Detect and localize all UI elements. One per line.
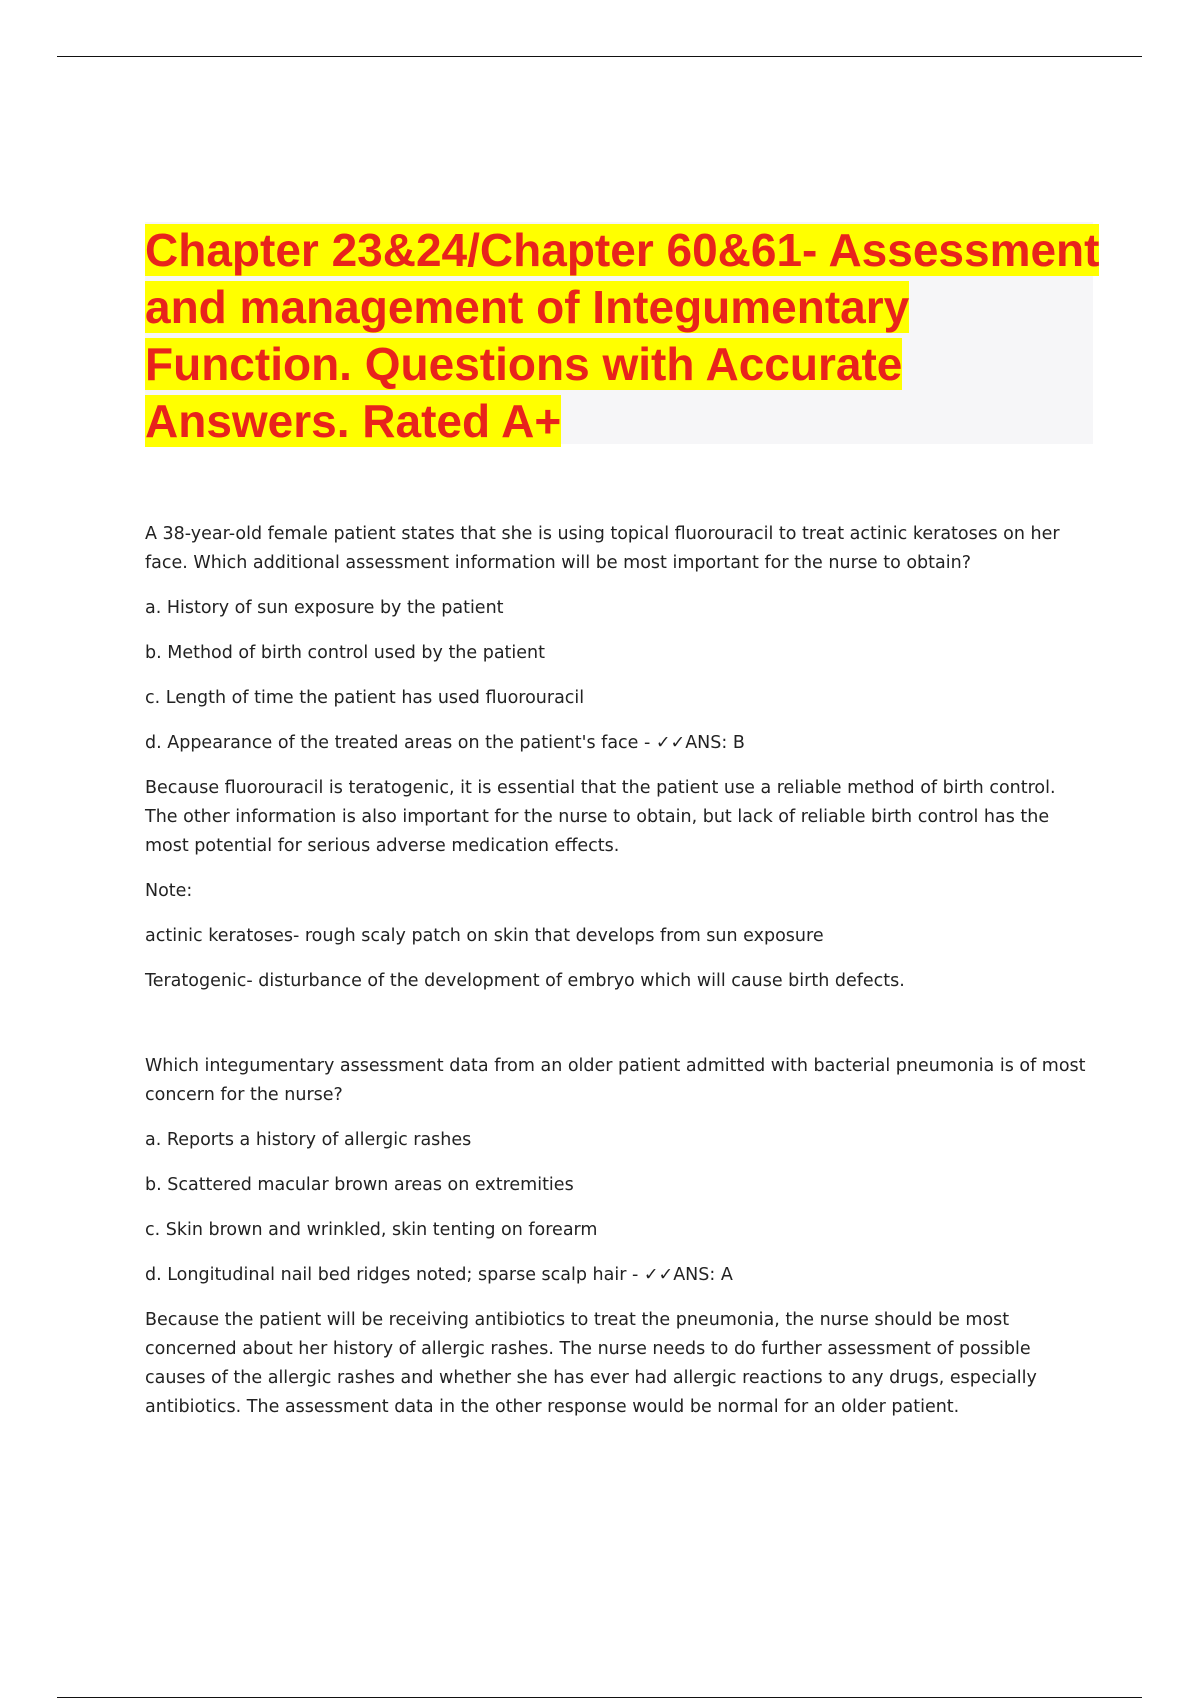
answer-rationale: Because fluorouracil is teratogenic, it is essential that the patient use a reliable method of birth control. The other information is also important for the nurse to obtain, but lack of reliable birth control has the most potential for serious adverse medication effects.: [145, 778, 1056, 856]
answer-rationale: Because the patient will be receiving antibiotics to treat the pneumonia, the nurse should be most concerned about her history of allergic rashes. The nurse needs to do further assessment of possible causes of the allergic rashes and whether she has ever had allergic reactions to any drugs, especially antibiotics. The assessment data in the other response would be normal for an older patient.: [145, 1310, 1037, 1417]
question-block-2: [145, 1052, 1090, 1422]
bottom-rule: [57, 1697, 1142, 1698]
note-label: Note:: [145, 881, 193, 901]
question-stem: Which integumentary assessment data from an older patient admitted with bacterial pneumonia is of most concern for the nurse?: [145, 1056, 1086, 1105]
question-block-1: [145, 520, 1090, 996]
question-spacer: [145, 1012, 1090, 1052]
answer-option-a: a. History of sun exposure by the patient: [145, 598, 504, 618]
top-rule: [57, 56, 1142, 57]
answer-option-b: b. Method of birth control used by the patient: [145, 643, 545, 663]
document-title: [145, 222, 1105, 450]
answer-option-d: d. Longitudinal nail bed ridges noted; sparse scalp hair - ✓✓ANS: A: [145, 1265, 733, 1285]
answer-option-a: a. Reports a history of allergic rashes: [145, 1130, 472, 1150]
note-definition: Teratogenic- disturbance of the development of embryo which will cause birth defects.: [145, 971, 905, 991]
note-definition: actinic keratoses- rough scaly patch on skin that develops from sun exposure: [145, 926, 824, 946]
document-body: [145, 520, 1090, 1438]
answer-option-c: c. Length of time the patient has used fluorouracil: [145, 688, 585, 708]
question-stem: A 38-year-old female patient states that she is using topical fluorouracil to treat actinic keratoses on her face. Which additional assessment information will be most important for the nurse to obtain?: [145, 524, 1060, 573]
title-highlight: Chapter 23&24/Chapter 60&61- Assessment and management of Integumentary Function. Questions with Accurate Answers. Rated A+: [145, 224, 1100, 447]
answer-option-d: d. Appearance of the treated areas on the patient's face - ✓✓ANS: B: [145, 733, 745, 753]
answer-option-b: b. Scattered macular brown areas on extremities: [145, 1175, 574, 1195]
answer-option-c: c. Skin brown and wrinkled, skin tenting on forearm: [145, 1220, 598, 1240]
